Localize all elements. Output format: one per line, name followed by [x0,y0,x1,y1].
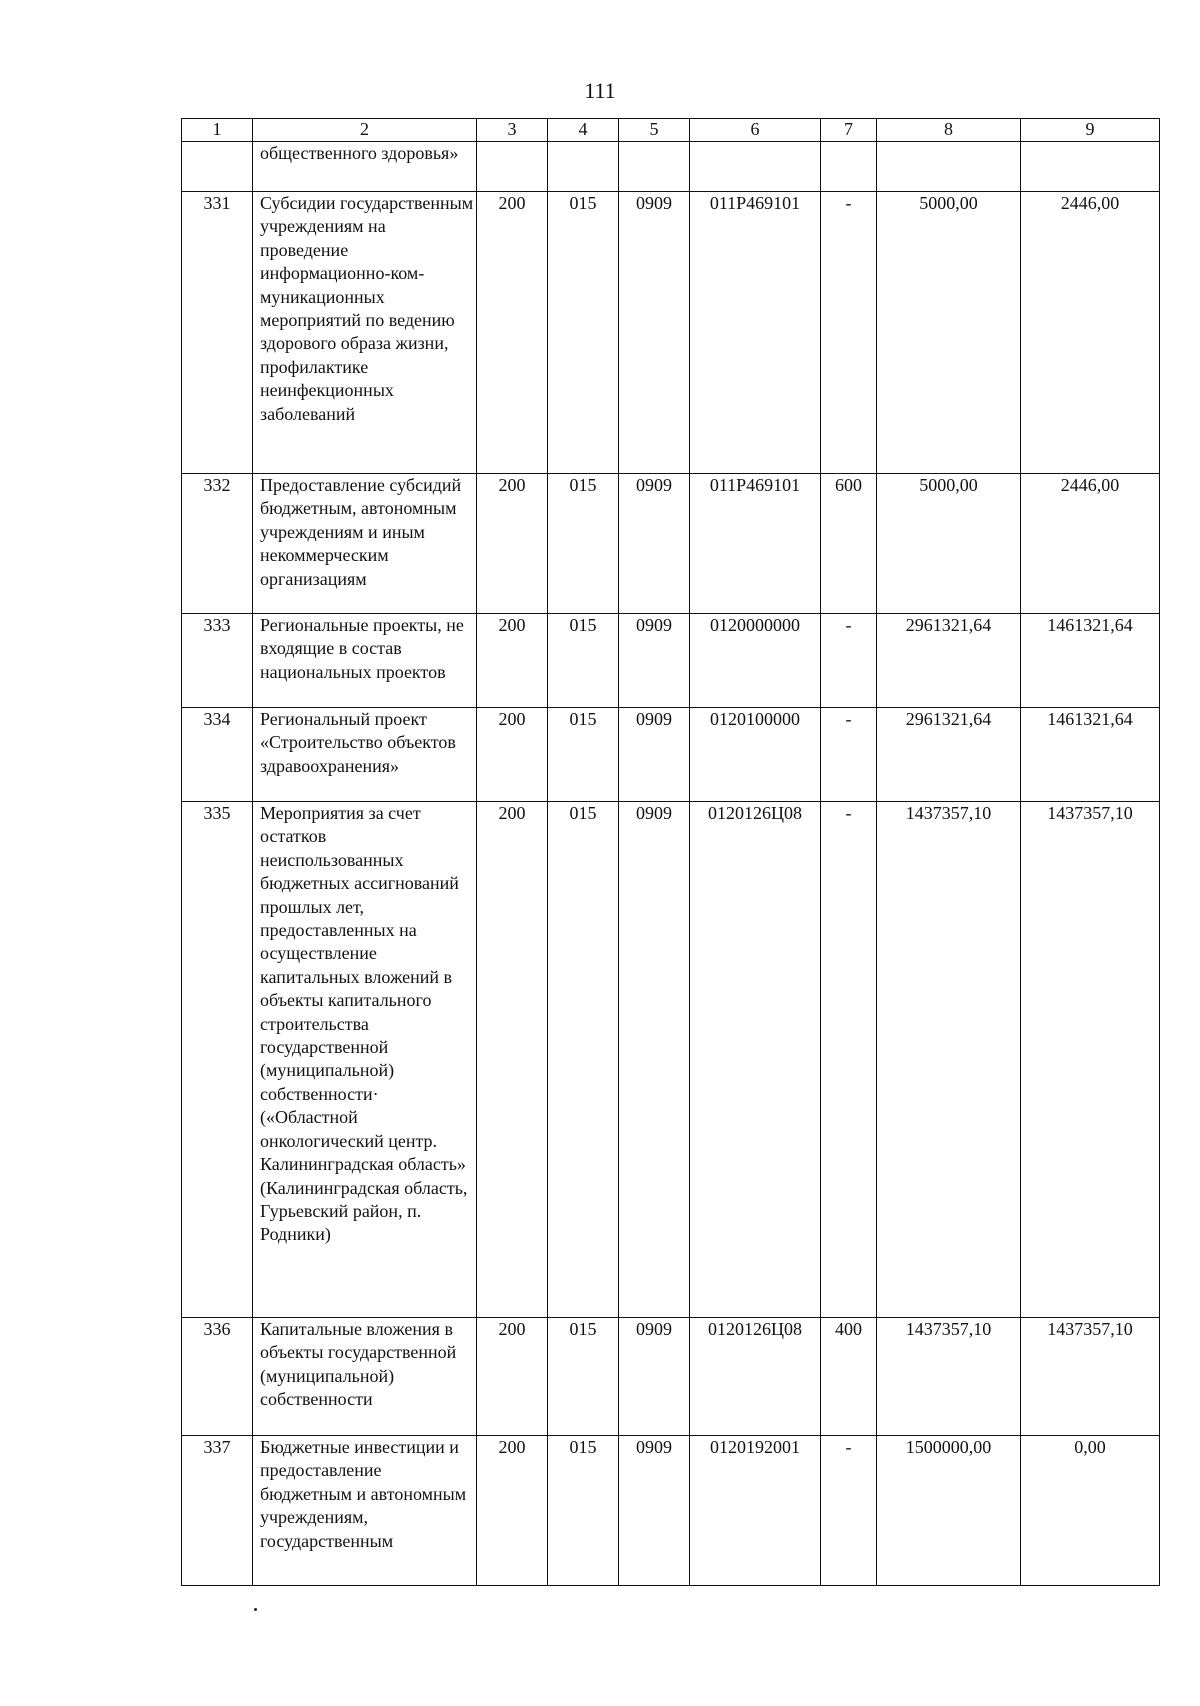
cell-col4: 015 [548,474,619,614]
cell-col5 [619,142,690,192]
cell-col6: 0120100000 [690,708,821,802]
cell-col5: 0909 [619,192,690,474]
cell-col9: 2446,00 [1021,474,1160,614]
cell-col6: 0120126Ц08 [690,802,821,1318]
row-number: 335 [182,802,253,1318]
cell-col3: 200 [477,192,548,474]
cell-col8: 5000,00 [877,474,1021,614]
row-name: Бюджетные инвестиции и предоставление бюджетным и автономным учреждениям, государственным [253,1436,477,1586]
cell-col9: 1461321,64 [1021,614,1160,708]
column-header: 1 [182,119,253,142]
table-row [182,1318,1160,1436]
row-name: Предоставление субсидий бюджетным, автономным учреждениям и иным некоммерческим организациям [253,474,477,614]
cell-col7: - [821,708,877,802]
table-row [182,474,1160,614]
table-row [182,802,1160,1318]
cell-col3: 200 [477,474,548,614]
column-header: 7 [821,119,877,142]
cell-col9: 1437357,10 [1021,802,1160,1318]
cell-col9: 0,00 [1021,1436,1160,1586]
cell-col8: 1437357,10 [877,1318,1021,1436]
cell-col4: 015 [548,1436,619,1586]
cell-col3: 200 [477,708,548,802]
row-number: 336 [182,1318,253,1436]
table-row [182,708,1160,802]
row-number: 334 [182,708,253,802]
cell-col6: 0120126Ц08 [690,1318,821,1436]
table-row [182,142,1160,192]
column-header: 8 [877,119,1021,142]
row-number: 333 [182,614,253,708]
cell-col3: 200 [477,614,548,708]
cell-col7: - [821,192,877,474]
scan-speck [254,1608,257,1611]
row-number: 331 [182,192,253,474]
cell-col7: 400 [821,1318,877,1436]
cell-col5: 0909 [619,474,690,614]
cell-col5: 0909 [619,708,690,802]
cell-col7: - [821,1436,877,1586]
column-header: 6 [690,119,821,142]
column-header: 4 [548,119,619,142]
table-row [182,192,1160,474]
cell-col5: 0909 [619,802,690,1318]
cell-col8: 1500000,00 [877,1436,1021,1586]
column-header: 3 [477,119,548,142]
cell-col9 [1021,142,1160,192]
cell-col7: - [821,802,877,1318]
cell-col4: 015 [548,1318,619,1436]
row-name: Мероприятия за счет остатков неиспользованных бюджетных ассигнований прошлых лет, предоставленных на осуществление капитальных вложений в объекты капитального строительства государственной (муниципальной) собственности· («Областной онкологический центр. Калининградская область» (Калининградская область, Гурьевский район, п. Родники) [253,802,477,1318]
cell-col3 [477,142,548,192]
row-name: общественного здоровья» [253,142,477,192]
row-name: Субсидии государственным учреждениям на проведение информационно-ком-муникационных мероприятий по ведению здорового образа жизни, профилактике неинфекционных заболеваний [253,192,477,474]
row-number: 337 [182,1436,253,1586]
cell-col6: 011P469101 [690,474,821,614]
cell-col3: 200 [477,802,548,1318]
cell-col6 [690,142,821,192]
table-header-row [182,119,1160,142]
cell-col6: 0120000000 [690,614,821,708]
table-row [182,1436,1160,1586]
row-name: Капитальные вложения в объекты государственной (муниципальной) собственности [253,1318,477,1436]
cell-col9: 1461321,64 [1021,708,1160,802]
cell-col8: 1437357,10 [877,802,1021,1318]
cell-col7: - [821,614,877,708]
cell-col8: 5000,00 [877,192,1021,474]
page-number: 111 [584,78,616,103]
table-row [182,614,1160,708]
column-header: 5 [619,119,690,142]
cell-col5: 0909 [619,1318,690,1436]
cell-col3: 200 [477,1436,548,1586]
cell-col7: 600 [821,474,877,614]
cell-col7 [821,142,877,192]
cell-col4: 015 [548,614,619,708]
cell-col9: 1437357,10 [1021,1318,1160,1436]
column-header: 2 [253,119,477,142]
cell-col5: 0909 [619,1436,690,1586]
cell-col6: 0120192001 [690,1436,821,1586]
cell-col4 [548,142,619,192]
cell-col4: 015 [548,802,619,1318]
budget-table [181,118,1160,1586]
row-number: 332 [182,474,253,614]
cell-col4: 015 [548,708,619,802]
cell-col4: 015 [548,192,619,474]
row-name: Региональный проект «Строительство объектов здравоохранения» [253,708,477,802]
cell-col8: 2961321,64 [877,614,1021,708]
cell-col6: 011P469101 [690,192,821,474]
cell-col9: 2446,00 [1021,192,1160,474]
column-header: 9 [1021,119,1160,142]
cell-col5: 0909 [619,614,690,708]
row-number [182,142,253,192]
row-name: Региональные проекты, не входящие в состав национальных проектов [253,614,477,708]
cell-col8 [877,142,1021,192]
cell-col8: 2961321,64 [877,708,1021,802]
cell-col3: 200 [477,1318,548,1436]
